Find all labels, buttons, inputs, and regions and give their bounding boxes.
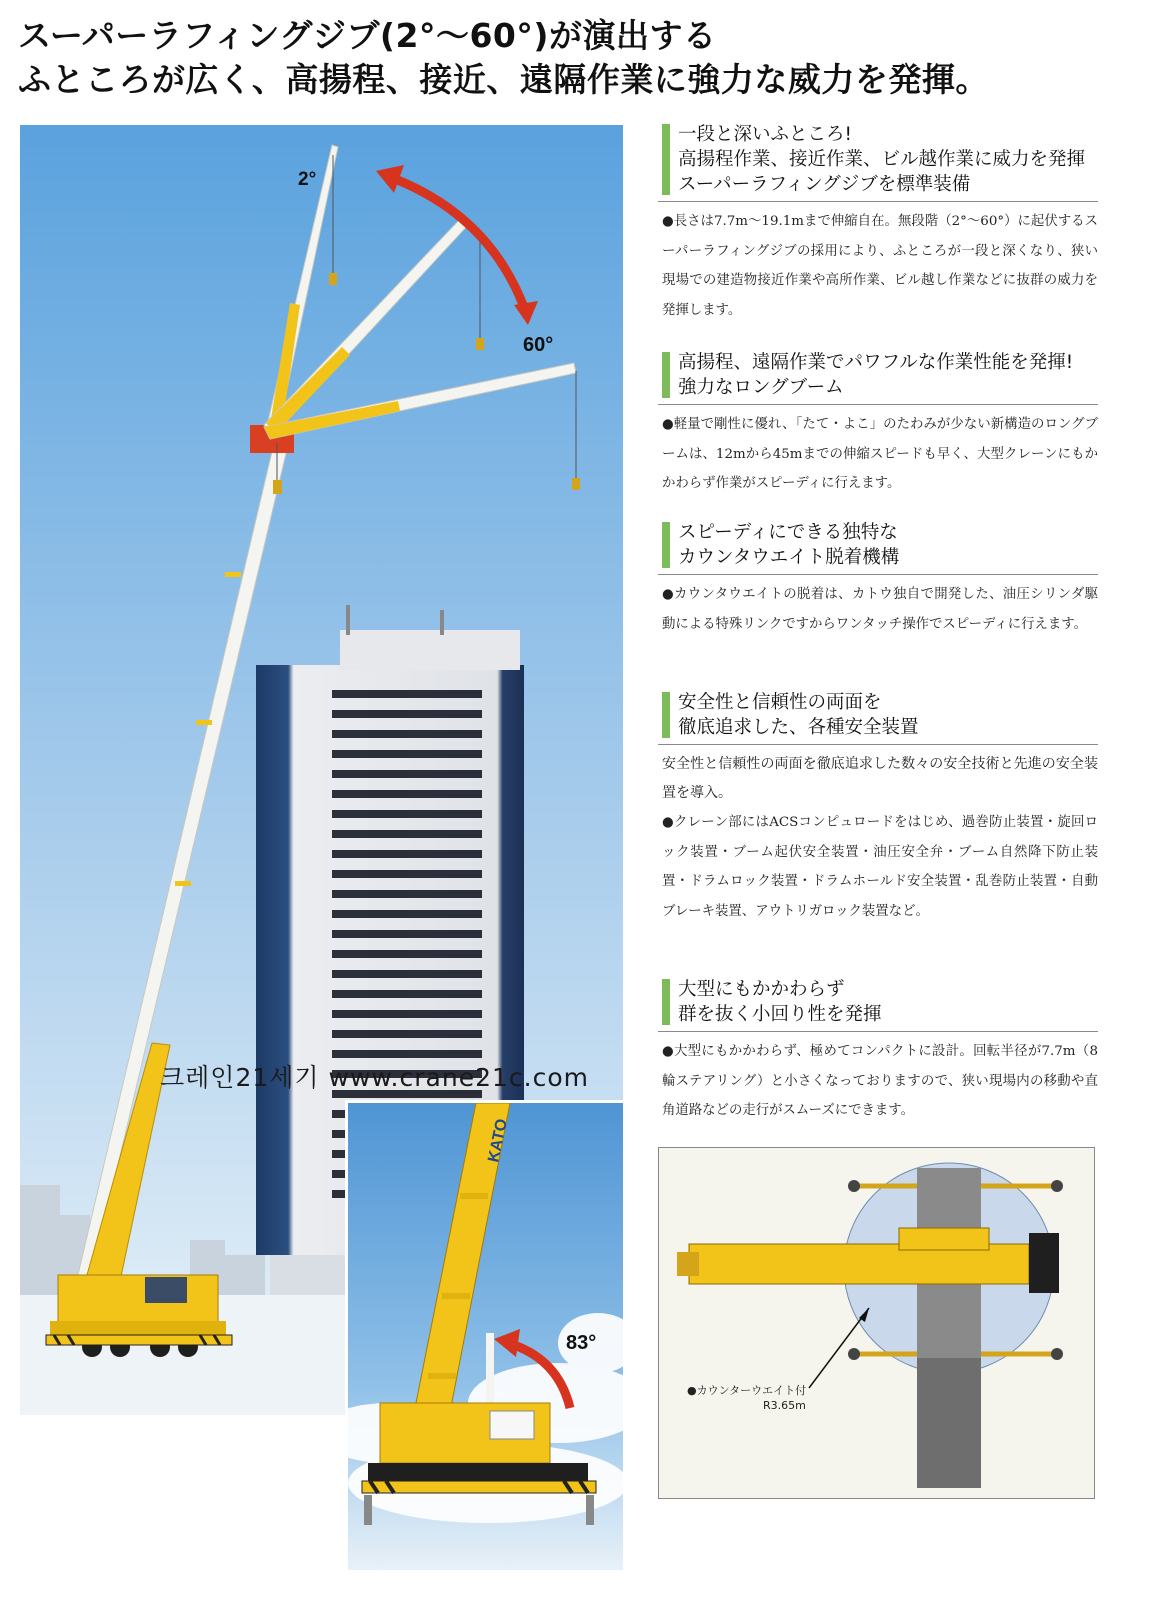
section-heading	[658, 520, 1098, 575]
window-band	[332, 990, 482, 998]
window-band	[332, 750, 482, 758]
section-heading	[658, 690, 1098, 745]
window-band	[332, 970, 482, 978]
section-body: ●クレーン部にはACSコンピュロードをはじめ、過巻防止装置・旋回ロック装置・ブーム起伏安全装置・油圧安全弁・ブーム自然降下防止装置・ドラムロック装置・ドラムホールド安全装置・乱巻防止装置・自動ブレーキ装置、アウトリガロック装置など。	[662, 815, 1098, 919]
crane-carrier	[46, 1275, 232, 1357]
section-heading-line: スーパーラフィングジブを標準装備	[678, 174, 971, 195]
section-body: ●軽量で剛性に優れ、「たて・よこ」のたわみが少ない新構造のロングブームは、12mから45mまでの伸縮スピードも早く、大型クレーンにもかかわらず作業がスピーディに行えます。	[662, 417, 1098, 491]
section-body: ●大型にもかかわらず、極めてコンパクトに設計。回転半径が7.7m（8輪ステアリング）と小さくなっておりますので、狭い現場内の移動や直角道路などの走行がスムーズにできます。	[662, 1044, 1098, 1118]
diagram-caption-radius: R3.65m	[763, 1399, 806, 1412]
angle-label-60deg: 60°	[523, 334, 554, 356]
section-heading-line: 群を抜く小回り性を発揮	[678, 1004, 882, 1025]
section-lead: 安全性と信頼性の両面を徹底追求した数々の安全技術と先進の安全装置を導入。	[662, 756, 1098, 801]
window-band	[332, 1050, 482, 1058]
inset-crane-illustration	[348, 1103, 623, 1570]
window-band	[332, 710, 482, 718]
section-heading	[658, 122, 1098, 202]
section-heading-line: 徹底追求した、各種安全装置	[678, 717, 919, 738]
headline-line-1: スーパーラフィングジブ(2°〜60°)が演出する	[18, 16, 717, 55]
window-band	[332, 690, 482, 698]
angle-label-83deg: 83°	[566, 1332, 597, 1354]
inset-brand-label: KATO	[485, 1117, 512, 1164]
section-safety	[658, 690, 1098, 926]
angle-label-2deg: 2°	[298, 169, 317, 190]
section-turning	[658, 977, 1098, 1126]
window-band	[332, 930, 482, 938]
section-heading-line: 一段と深いふところ!	[678, 124, 852, 145]
section-counterweight	[658, 520, 1098, 639]
section-heading-line: 大型にもかかわらず	[678, 979, 845, 1000]
headline-line-2: ふところが広く、高揚程、接近、遠隔作業に強力な威力を発揮。	[18, 60, 989, 99]
section-heading-line: 高揚程、遠隔作業でパワフルな作業性能を発揮!	[678, 352, 1074, 373]
window-band	[332, 810, 482, 818]
section-heading-line: 高揚程作業、接近作業、ビル越作業に威力を発揮	[678, 149, 1086, 170]
window-band	[332, 890, 482, 898]
section-heading-line: カウンタウエイト脱着機構	[678, 547, 900, 568]
section-body: ●カウンタウエイトの脱着は、カトウ独自で開発した、油圧シリンダ駆動による特殊リンクですからワンタッチ操作でスピーディに行えます。	[662, 587, 1098, 632]
window-band	[332, 790, 482, 798]
watermark: 크레인21세기 www.crane21c.com	[160, 1063, 589, 1092]
turning-radius-diagram	[658, 1147, 1095, 1499]
window-band	[332, 1010, 482, 1018]
headline	[18, 14, 1128, 102]
window-band	[332, 910, 482, 918]
section-heading-line: 安全性と信頼性の両面を	[678, 692, 882, 713]
section-body: ●長さは7.7m〜19.1mまで伸縮自在。無段階（2°〜60°）に起伏するスーパーラフィングジブの採用により、ふところが一段と深くなり、狭い現場での建造物接近作業や高所作業、ビル越し作業などに抜群の威力を発揮します。	[662, 214, 1098, 318]
section-heading	[658, 977, 1098, 1032]
window-band	[332, 1030, 482, 1038]
section-jib	[658, 122, 1098, 325]
inset-crane-photo	[345, 1100, 623, 1570]
diagram-caption	[687, 1383, 806, 1413]
section-heading-line: スピーディにできる独特な	[678, 522, 898, 543]
window-band	[332, 950, 482, 958]
top-view-drawing	[659, 1148, 1095, 1499]
section-heading-line: 強力なロングブーム	[678, 377, 844, 398]
diagram-caption-line: ●カウンターウエイト付	[687, 1384, 807, 1397]
window-band	[332, 770, 482, 778]
window-band	[332, 730, 482, 738]
section-long-boom	[658, 350, 1098, 499]
window-band	[332, 850, 482, 858]
window-band	[332, 830, 482, 838]
window-band	[332, 870, 482, 878]
section-heading	[658, 350, 1098, 405]
